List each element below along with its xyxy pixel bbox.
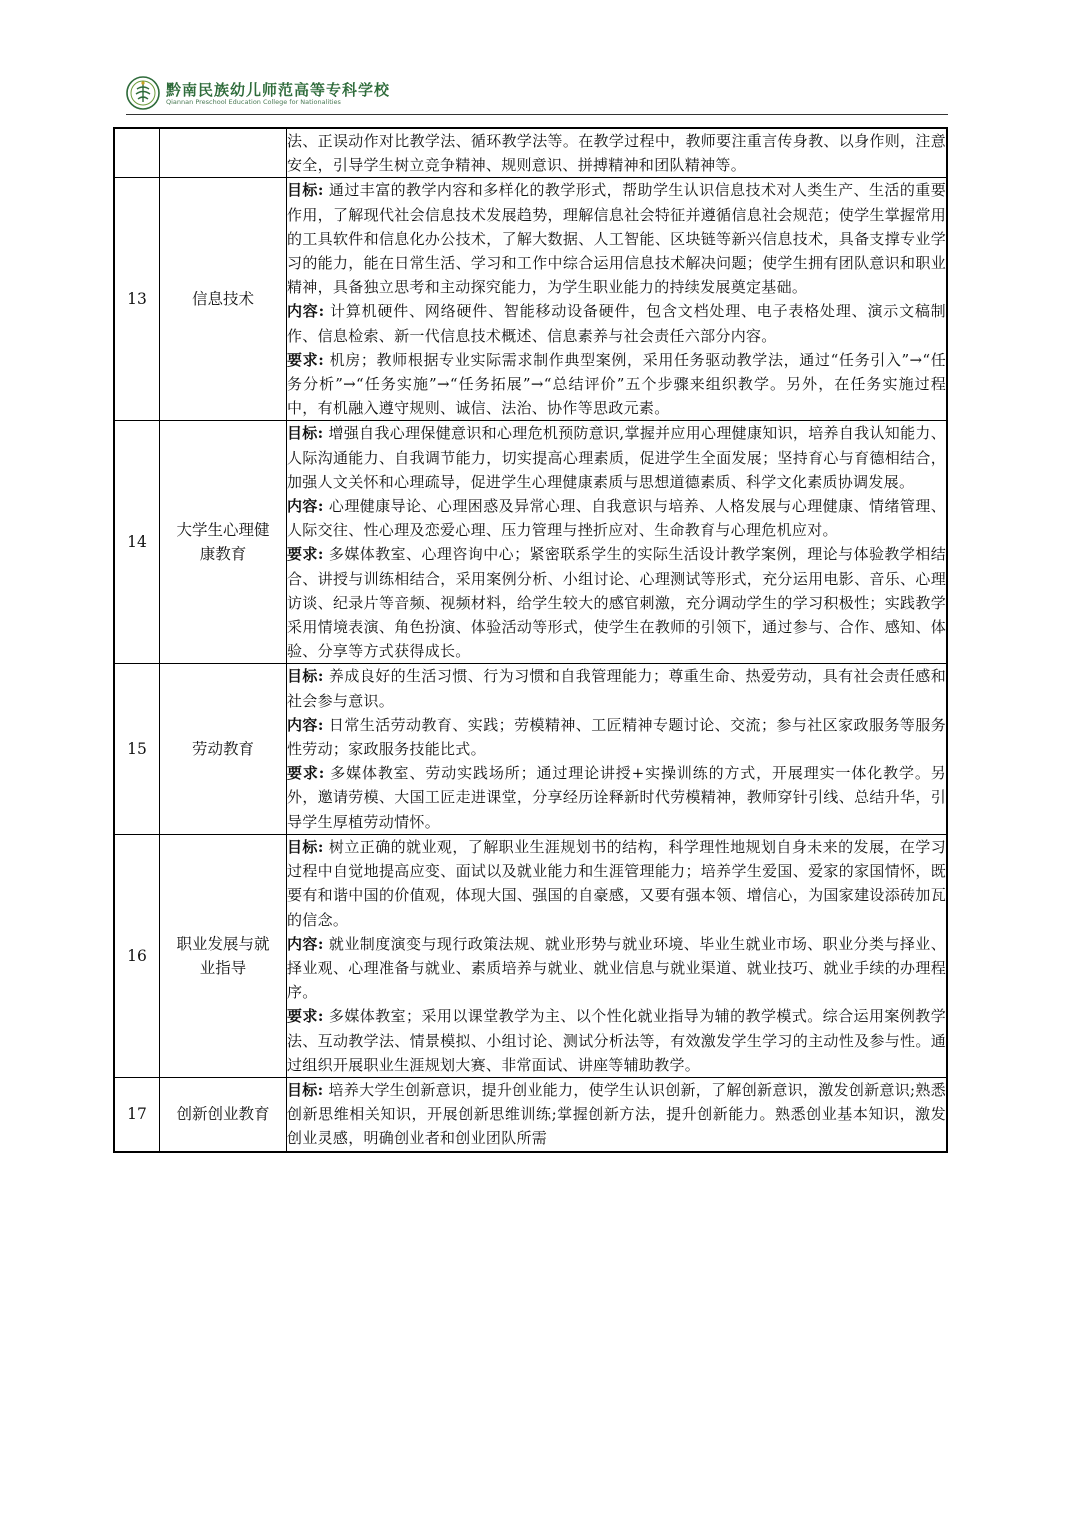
section-label: 要求:: [287, 545, 324, 564]
course-name: 信息技术: [160, 178, 287, 421]
description-paragraph: [287, 421, 946, 494]
table-row: [114, 834, 947, 1077]
section-label: 内容:: [287, 497, 324, 516]
description-paragraph: [287, 761, 946, 834]
course-number: 15: [114, 664, 160, 834]
description-paragraph: [287, 348, 946, 421]
table-row: [114, 178, 947, 421]
course-number: 17: [114, 1077, 160, 1151]
section-label: 目标:: [287, 837, 324, 856]
description-paragraph: [287, 178, 946, 299]
table-row: [114, 128, 947, 178]
section-text: 心理健康导论、心理困惑及异常心理、自我意识与培养、人格发展与心理健康、情绪管理、人际交往、性心理及恋爱心理、压力管理与挫折应对、生命教育与心理危机应对。: [287, 497, 946, 540]
description-paragraph: [287, 664, 946, 712]
section-label: 要求:: [287, 1007, 324, 1026]
section-label: 内容:: [287, 302, 325, 321]
section-label: 要求:: [287, 350, 325, 369]
section-text: 树立正确的就业观，了解职业生涯规划书的结构，科学理性地规划自身未来的发展，在学习过程中自觉地提高应变、面试以及就业能力和生涯管理能力；培养学生爱国、爱家的家国情怀，既要有和谐中国的价值观，体现大国、强国的自豪感，又要有强本领、增信心，为国家建设添砖加瓦的信念。: [287, 837, 946, 929]
course-name-text: 大学生心理健康教育: [176, 521, 270, 564]
course-description: [287, 664, 948, 834]
course-description: [287, 1077, 948, 1151]
description-paragraph: [287, 129, 946, 177]
description-paragraph: [287, 713, 946, 761]
course-name: [160, 128, 287, 178]
section-text: 培养大学生创新意识，提升创业能力，使学生认识创新，了解创新意识，激发创新意识;熟悉创新思维相关知识，开展创新思维训练;掌握创新方法，提升创新能力。熟悉创业基本知识，激发创业灵感，明确创业者和创业团队所需: [287, 1080, 947, 1148]
course-name: 创新创业教育: [160, 1077, 287, 1151]
course-description: [287, 128, 948, 178]
course-number: 14: [114, 421, 160, 664]
course-name: [160, 421, 287, 664]
section-text: 机房；教师根据专业实际需求制作典型案例，采用任务驱动教学法，通过“任务引入”→“任务分析”→“任务实施”→“任务拓展”→“总结评价”五个步骤来组织教学。另外，在任务实施过程中，有机融入遵守规则、诚信、法治、协作等思政元素。: [287, 350, 946, 418]
section-label: 目标:: [287, 424, 324, 443]
section-text: 法、正误动作对比教学法、循环教学法等。在教学过程中，教师要注重言传身教、以身作则，注意安全，引导学生树立竞争精神、规则意识、拼搏精神和团队精神等。: [287, 132, 946, 175]
course-description: [287, 178, 948, 421]
course-name: [160, 834, 287, 1077]
course-name: 劳动教育: [160, 664, 287, 834]
course-number: 16: [114, 834, 160, 1077]
section-text: 多媒体教室、劳动实践场所；通过理论讲授+实操训练的方式，开展理实一体化教学。另外，邀请劳模、大国工匠走进课堂，分享经历诠释新时代劳模精神，教师穿针引线、总结升华，引导学生厚植劳动情怀。: [287, 764, 946, 831]
section-text: 就业制度演变与现行政策法规、就业形势与就业环境、毕业生就业市场、职业分类与择业、择业观、心理准备与就业、素质培养与就业、就业信息与就业渠道、就业技巧、就业手续的办理程序。: [287, 934, 946, 1002]
course-description: [287, 834, 948, 1077]
section-text: 多媒体教室；采用以课堂教学为主、以个性化就业指导为辅的教学模式。综合运用案例教学法、互动教学法、情景模拟、小组讨论、测试分析法等，有效激发学生学习的主动性及参与性。通过组织开展职业生涯规划大赛、非常面试、讲座等辅助教学。: [287, 1007, 946, 1074]
course-table: [113, 127, 948, 1153]
section-text: 养成良好的生活习惯、行为习惯和自我管理能力；尊重生命、热爱劳动，具有社会责任感和社会参与意识。: [287, 667, 946, 710]
table-row: [114, 1077, 947, 1151]
section-text: 多媒体教室、心理咨询中心；紧密联系学生的实际生活设计教学案例，理论与体验教学相结合、讲授与训练相结合，采用案例分析、小组讨论、心理测试等形式，充分运用电影、音乐、心理访谈、纪录片等音频、视频材料，给学生较大的感官刺激，充分调动学生的学习积极性；实践教学采用情境表演、角色扮演、体验活动等形式，使学生在教师的引领下，通过参与、合作、感知、体验、分享等方式获得成长。: [287, 545, 946, 661]
section-label: 内容:: [287, 715, 324, 734]
description-paragraph: [287, 835, 946, 932]
section-text: 日常生活劳动教育、实践；劳模精神、工匠精神专题讨论、交流；参与社区家政服务等服务性劳动；家政服务技能比式。: [287, 715, 946, 759]
section-text: 通过丰富的教学内容和多样化的教学形式，帮助学生认识信息技术对人类生产、生活的重要作用，了解现代社会信息技术发展趋势，理解信息社会特征并遵循信息社会规范；使学生掌握常用的工具软件和信息化办公技术，了解大数据、人工智能、区块链等新兴信息技术，具备支撑专业学习的能力，能在日常生活、学习和工作中综合运用信息技术解决问题；使学生拥有团队意识和职业精神，具备独立思考和主动探究能力，为学生职业能力的持续发展奠定基础。: [287, 181, 946, 297]
description-paragraph: [287, 494, 946, 542]
school-name: 黔南民族幼儿师范高等专科学校: [166, 81, 391, 99]
course-number: [114, 128, 160, 178]
header-divider: [126, 114, 948, 115]
section-label: 目标:: [287, 1080, 324, 1099]
school-logo-icon: [126, 76, 160, 110]
section-text: 增强自我心理保健意识和心理危机预防意识,掌握并应用心理健康知识，培养自我认知能力、人际沟通能力、自我调节能力，切实提高心理素质，促进学生全面发展；坚持育心与育德相结合，加强人文关怀和心理疏导，促进学生心理健康素质与思想道德素质、科学文化素质协调发展。: [287, 424, 946, 491]
section-label: 目标:: [287, 667, 324, 686]
section-label: 要求:: [287, 764, 325, 783]
description-paragraph: [287, 1078, 946, 1151]
section-label: 内容:: [287, 934, 324, 953]
section-text: 计算机硬件、网络硬件、智能移动设备硬件，包含文档处理、电子表格处理、演示文稿制作、信息检索、新一代信息技术概述、信息素养与社会责任六部分内容。: [287, 302, 946, 345]
description-paragraph: [287, 1004, 946, 1077]
course-description: [287, 421, 948, 664]
course-name-text: 职业发展与就业指导: [176, 934, 270, 977]
description-paragraph: [287, 932, 946, 1005]
school-name-english: Qiannan Preschool Education College for Nationalities: [166, 98, 341, 106]
table-row: [114, 664, 947, 834]
course-number: 13: [114, 178, 160, 421]
table-row: [114, 421, 947, 664]
section-label: 目标:: [287, 181, 324, 200]
page-header: [126, 76, 946, 112]
description-paragraph: [287, 299, 946, 347]
description-paragraph: [287, 542, 946, 663]
